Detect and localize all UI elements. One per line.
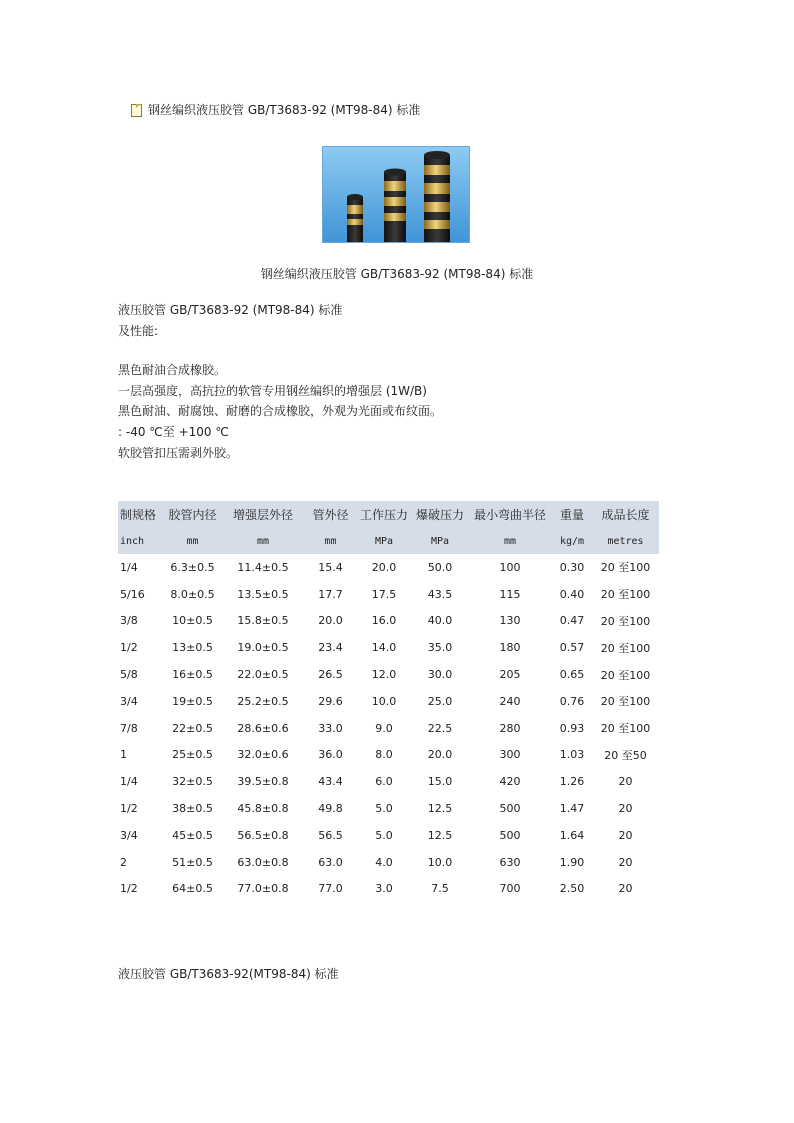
property-item: 黑色耐油合成橡胶。 bbox=[118, 363, 227, 377]
property-item: 一层高强度，高抗拉的软管专用钢丝编织的增强层 (1W/B) bbox=[118, 384, 427, 398]
table-cell: 180 bbox=[499, 641, 521, 655]
table-cell: 39.5±0.8 bbox=[237, 775, 289, 789]
table-cell: 1/4 bbox=[120, 560, 138, 574]
table-cell: 20.0 bbox=[427, 748, 453, 762]
table-cell: 8.0±0.5 bbox=[170, 587, 215, 601]
table-cell: 77.0 bbox=[318, 882, 343, 896]
table-cell: 0.30 bbox=[559, 560, 585, 574]
column-header: 重量 bbox=[559, 508, 584, 522]
table-cell: 13.5±0.5 bbox=[237, 587, 289, 601]
table-cell: 6.3±0.5 bbox=[170, 560, 215, 574]
column-header: 工作压力 bbox=[359, 508, 408, 522]
table-cell: 17.5 bbox=[371, 587, 397, 601]
table-cell: 630 bbox=[499, 855, 521, 869]
table-cell: 130 bbox=[499, 614, 521, 628]
footer-text: 液压胶管 GB/T3683-92(MT98-84) 标准 bbox=[118, 967, 339, 981]
intro-line-2: 及性能: bbox=[118, 324, 159, 338]
column-header: 爆破压力 bbox=[415, 508, 464, 522]
table-row bbox=[118, 634, 659, 661]
table-cell: 0.76 bbox=[559, 694, 585, 708]
table-row bbox=[118, 661, 659, 688]
table-cell: 1 bbox=[120, 748, 127, 762]
table-cell: 13±0.5 bbox=[172, 641, 213, 655]
document-icon bbox=[130, 104, 142, 116]
table-cell: 20 bbox=[618, 775, 633, 789]
table-cell: 20 至100 bbox=[600, 722, 651, 736]
table-cell: 20 bbox=[618, 828, 633, 842]
table-cell: 25±0.5 bbox=[172, 748, 213, 762]
table-cell: 280 bbox=[499, 721, 521, 735]
table-header-row bbox=[118, 501, 659, 528]
table-cell: 15.4 bbox=[318, 560, 343, 574]
table-cell: 19±0.5 bbox=[172, 694, 213, 708]
table-cell: 1.26 bbox=[559, 775, 585, 789]
table-cell: 45.8±0.8 bbox=[237, 802, 289, 816]
table-cell: 51±0.5 bbox=[172, 855, 213, 869]
unit-cell: kg/m bbox=[559, 535, 585, 547]
table-cell: 2.50 bbox=[559, 882, 585, 896]
table-cell: 36.0 bbox=[318, 748, 343, 762]
table-unit-row bbox=[118, 528, 659, 554]
table-cell: 20 至100 bbox=[600, 641, 651, 655]
table-row bbox=[118, 795, 659, 822]
table-cell: 5.0 bbox=[375, 802, 393, 816]
table-cell: 20 至100 bbox=[600, 588, 651, 602]
property-item: 软胶管扣压需剥外胶。 bbox=[118, 446, 239, 460]
table-cell: 20 bbox=[618, 882, 633, 896]
table-cell: 20 bbox=[618, 802, 633, 816]
table-cell: 205 bbox=[499, 668, 521, 682]
column-header: 成品长度 bbox=[601, 508, 650, 522]
table-cell: 5.0 bbox=[375, 828, 393, 842]
table-cell: 33.0 bbox=[318, 721, 343, 735]
table-cell: 1/2 bbox=[120, 641, 138, 655]
table-cell: 500 bbox=[499, 802, 521, 816]
unit-cell: MPa bbox=[374, 535, 394, 547]
table-cell: 14.0 bbox=[371, 641, 397, 655]
table-cell: 5/8 bbox=[120, 668, 138, 682]
table-cell: 0.93 bbox=[559, 721, 585, 735]
table-cell: 700 bbox=[499, 882, 521, 896]
unit-cell: mm bbox=[256, 535, 270, 547]
table-cell: 1.47 bbox=[559, 802, 585, 816]
column-header: 最小弯曲半径 bbox=[473, 508, 546, 522]
table-cell: 22±0.5 bbox=[172, 721, 213, 735]
spec-table bbox=[118, 501, 659, 902]
table-cell: 1.03 bbox=[559, 748, 585, 762]
table-cell: 12.5 bbox=[427, 828, 453, 842]
property-item: : -40 ℃至 +100 ℃ bbox=[118, 425, 229, 439]
section-heading-text: 钢丝编织液压胶管 GB/T3683-92 (MT98-84) 标准 bbox=[148, 103, 421, 117]
table-cell: 12.0 bbox=[371, 668, 397, 682]
table-cell: 50.0 bbox=[427, 560, 453, 574]
hose-illustration bbox=[323, 147, 470, 243]
table-row bbox=[118, 554, 659, 581]
table-cell: 3/4 bbox=[120, 694, 138, 708]
table-cell: 63.0 bbox=[318, 855, 343, 869]
table-cell: 6.0 bbox=[375, 775, 393, 789]
table-cell: 26.5 bbox=[318, 668, 343, 682]
table-cell: 15.0 bbox=[427, 775, 453, 789]
table-cell: 10.0 bbox=[371, 694, 397, 708]
table-cell: 15.8±0.5 bbox=[237, 614, 289, 628]
table-cell: 1.90 bbox=[559, 855, 585, 869]
table-cell: 28.6±0.6 bbox=[237, 721, 289, 735]
table-cell: 23.4 bbox=[318, 641, 343, 655]
table-cell: 20 至100 bbox=[600, 668, 651, 682]
image-caption: 钢丝编织液压胶管 GB/T3683-92 (MT98-84) 标准 bbox=[260, 267, 534, 281]
table-cell: 100 bbox=[499, 560, 521, 574]
table-row bbox=[118, 822, 659, 849]
table-row bbox=[118, 876, 659, 903]
table-cell: 49.8 bbox=[318, 802, 343, 816]
table-cell: 7.5 bbox=[431, 882, 449, 896]
table-cell: 1/2 bbox=[120, 802, 138, 816]
column-header: 增强层外径 bbox=[232, 508, 293, 522]
table-cell: 10.0 bbox=[427, 855, 453, 869]
unit-cell: mm bbox=[186, 535, 199, 547]
table-cell: 0.47 bbox=[559, 614, 585, 628]
unit-cell: mm bbox=[503, 535, 517, 547]
table-cell: 19.0±0.5 bbox=[237, 641, 289, 655]
table-cell: 300 bbox=[499, 748, 521, 762]
table-cell: 29.6 bbox=[318, 694, 343, 708]
column-header: 胶管内径 bbox=[168, 508, 217, 522]
table-cell: 3.0 bbox=[375, 882, 393, 896]
hose-product-image bbox=[322, 146, 470, 243]
table-cell: 56.5 bbox=[318, 828, 343, 842]
table-row bbox=[118, 608, 659, 635]
table-cell: 1/4 bbox=[120, 775, 138, 789]
table-cell: 16±0.5 bbox=[172, 668, 213, 682]
table-cell: 115 bbox=[499, 587, 521, 601]
table-cell: 22.5 bbox=[427, 721, 453, 735]
section-heading bbox=[130, 101, 420, 118]
table-cell: 30.0 bbox=[427, 668, 453, 682]
table-cell: 3/8 bbox=[120, 614, 138, 628]
column-header: 管外径 bbox=[312, 508, 349, 522]
table-cell: 38±0.5 bbox=[172, 802, 213, 816]
table-row bbox=[118, 715, 659, 742]
property-item: 黑色耐油、耐腐蚀、耐磨的合成橡胶，外观为光面或布纹面。 bbox=[118, 404, 443, 418]
table-row bbox=[118, 768, 659, 795]
table-cell: 20 至100 bbox=[600, 614, 651, 628]
table-cell: 3/4 bbox=[120, 828, 138, 842]
table-cell: 8.0 bbox=[375, 748, 393, 762]
table-cell: 45±0.5 bbox=[172, 828, 213, 842]
table-cell: 56.5±0.8 bbox=[237, 828, 289, 842]
table-cell: 5/16 bbox=[120, 587, 145, 601]
table-cell: 2 bbox=[120, 855, 127, 869]
table-cell: 1.64 bbox=[559, 828, 585, 842]
unit-cell: mm bbox=[324, 535, 337, 547]
table-cell: 20 至100 bbox=[600, 561, 651, 575]
table-cell: 43.4 bbox=[318, 775, 343, 789]
table-cell: 1/2 bbox=[120, 882, 138, 896]
table-cell: 0.65 bbox=[559, 668, 585, 682]
table-cell: 32.0±0.6 bbox=[237, 748, 289, 762]
table-row bbox=[118, 688, 659, 715]
table-cell: 22.0±0.5 bbox=[237, 668, 289, 682]
unit-cell: metres bbox=[607, 535, 644, 547]
table-cell: 7/8 bbox=[120, 721, 138, 735]
table-cell: 10±0.5 bbox=[172, 614, 213, 628]
table-cell: 500 bbox=[499, 828, 521, 842]
table-cell: 32±0.5 bbox=[172, 775, 213, 789]
column-header: 制规格 bbox=[120, 508, 157, 522]
table-cell: 9.0 bbox=[375, 721, 393, 735]
table-cell: 17.7 bbox=[318, 587, 343, 601]
table-cell: 64±0.5 bbox=[172, 882, 213, 896]
table-cell: 11.4±0.5 bbox=[237, 560, 289, 574]
unit-cell: MPa bbox=[430, 535, 450, 547]
table-cell: 63.0±0.8 bbox=[237, 855, 289, 869]
table-cell: 12.5 bbox=[427, 802, 453, 816]
unit-cell: inch bbox=[120, 535, 145, 547]
table-cell: 25.0 bbox=[427, 694, 453, 708]
table-cell: 240 bbox=[499, 694, 521, 708]
table-cell: 25.2±0.5 bbox=[237, 694, 289, 708]
table-cell: 20 至100 bbox=[600, 695, 651, 709]
table-row bbox=[118, 849, 659, 876]
table-cell: 43.5 bbox=[427, 587, 453, 601]
table-cell: 20 bbox=[618, 855, 633, 869]
table-cell: 20.0 bbox=[371, 560, 397, 574]
table-cell: 16.0 bbox=[371, 614, 397, 628]
table-cell: 77.0±0.8 bbox=[237, 882, 289, 896]
table-cell: 420 bbox=[499, 775, 521, 789]
table-row bbox=[118, 742, 659, 769]
table-cell: 20 至50 bbox=[604, 748, 647, 762]
table-cell: 0.40 bbox=[559, 587, 585, 601]
table-cell: 40.0 bbox=[427, 614, 453, 628]
table-cell: 20.0 bbox=[318, 614, 343, 628]
intro-line-1: 液压胶管 GB/T3683-92 (MT98-84) 标准 bbox=[118, 303, 343, 317]
table-cell: 0.57 bbox=[559, 641, 585, 655]
table-row bbox=[118, 581, 659, 608]
table-cell: 35.0 bbox=[427, 641, 453, 655]
table-cell: 4.0 bbox=[375, 855, 393, 869]
